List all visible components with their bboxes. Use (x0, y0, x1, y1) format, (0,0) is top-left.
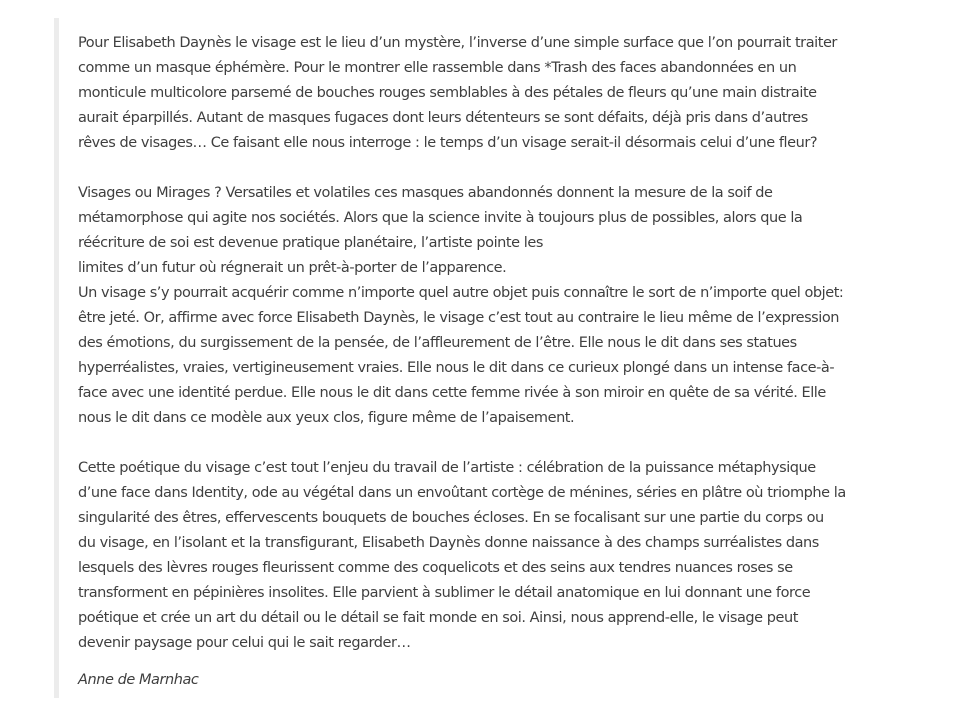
text-line: du visage, en l’isolant et la transfigurant, Elisabeth Daynès donne naissance à des champs surréalistes dans (78, 535, 819, 551)
quote-author: Anne de Marnhac (78, 672, 199, 688)
text-line: monticule multicolore parsemé de bouches rouges semblables à des pétales de fleurs qu’une main distraite (78, 85, 817, 101)
text-line: lesquels des lèvres rouges fleurissent comme des coquelicots et des seins aux tendres nuances roses se (78, 560, 793, 576)
text-line: Cette poétique du visage c’est tout l’enjeu du travail de l’artiste : célébration de la puissance métaphysique (78, 460, 816, 476)
text-line: réécriture de soi est devenue pratique planétaire, l’artiste pointe les (78, 235, 543, 251)
paragraph-2 (78, 181, 934, 431)
text-line: poétique et crée un art du détail ou le détail se fait monde en soi. Ainsi, nous apprend-elle, le visage peut (78, 610, 798, 626)
text-line: nous le dit dans ce modèle aux yeux clos, figure même de l’apaisement. (78, 410, 575, 426)
paragraph-3 (78, 456, 934, 656)
text-line: singularité des êtres, effervescents bouquets de bouches écloses. En se focalisant sur une partie du corps ou (78, 510, 824, 526)
text-line: devenir paysage pour celui qui le sait regarder… (78, 635, 411, 651)
text-line: être jeté. Or, affirme avec force Elisabeth Daynès, le visage c’est tout au contraire le lieu même de l’expression (78, 310, 840, 326)
text-line: Un visage s’y pourrait acquérir comme n’importe quel autre objet puis connaître le sort de n’importe quel objet: (78, 285, 844, 301)
text-line: limites d’un futur où régnerait un prêt-à-porter de l’apparence. (78, 260, 507, 276)
text-line: des émotions, du surgissement de la pensée, de l’affleurement de l’être. Elle nous le dit dans ses statues (78, 335, 797, 351)
quote-text (78, 31, 934, 656)
text-line: rêves de visages… Ce faisant elle nous interroge : le temps d’un visage serait-il désormais celui d’une fleur? (78, 135, 818, 151)
text-line: métamorphose qui agite nos sociétés. Alors que la science invite à toujours plus de possibles, alors que la (78, 210, 803, 226)
text-line: aurait éparpillés. Autant de masques fugaces dont leurs détenteurs se sont défaits, déjà pris dans d’autres (78, 110, 808, 126)
quote-block (54, 18, 934, 698)
text-line: Visages ou Mirages ? Versatiles et volatiles ces masques abandonnés donnent la mesure de la soif de (78, 185, 773, 201)
text-line: hyperréalistes, vraies, vertigineusement vraies. Elle nous le dit dans ce curieux plongé dans un intense face-à- (78, 360, 835, 376)
paragraph-1 (78, 31, 934, 156)
text-line: face avec une identité perdue. Elle nous le dit dans cette femme rivée à son miroir en quête de sa vérité. Elle (78, 385, 826, 401)
text-line: Pour Elisabeth Daynès le visage est le lieu d’un mystère, l’inverse d’une simple surface que l’on pourrait traiter (78, 35, 837, 51)
text-line: comme un masque éphémère. Pour le montrer elle rassemble dans *Trash des faces abandonnées en un (78, 60, 797, 76)
text-line: d’une face dans Identity, ode au végétal dans un envoûtant cortège de ménines, séries en plâtre où triomphe la (78, 485, 846, 501)
text-line: transforment en pépinières insolites. Elle parvient à sublimer le détail anatomique en lui donnant une force (78, 585, 811, 601)
